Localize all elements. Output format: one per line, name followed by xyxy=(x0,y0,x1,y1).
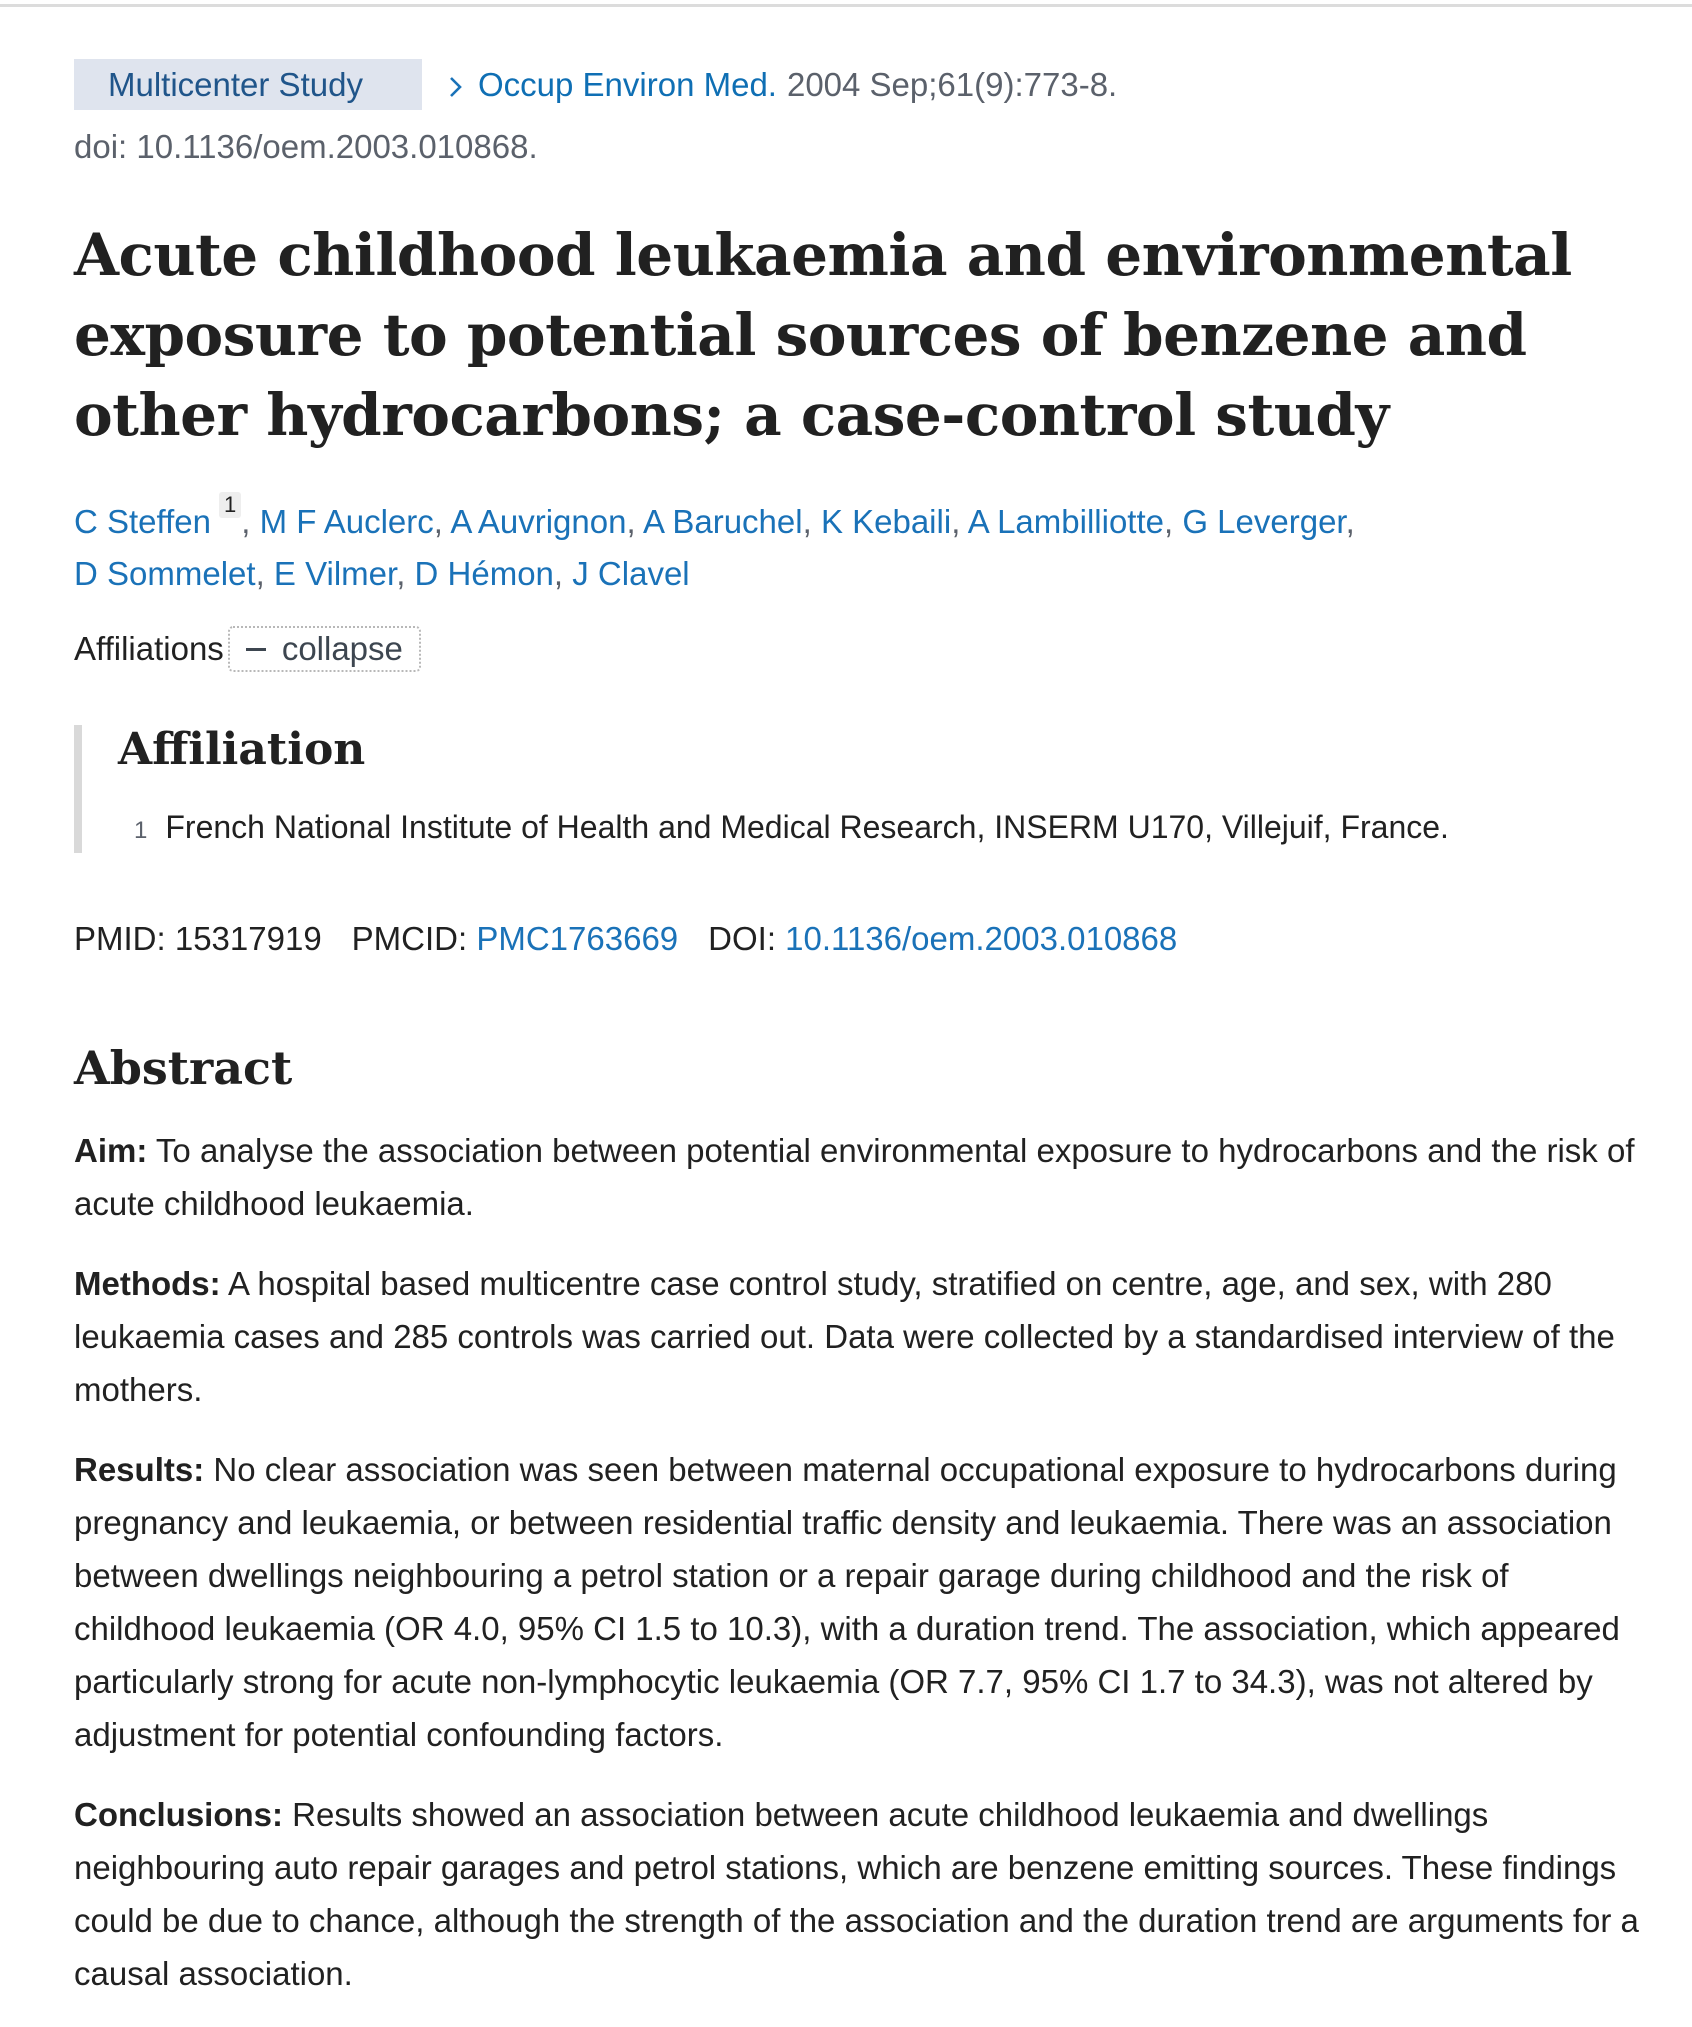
section-label: Conclusions: xyxy=(74,1796,284,1833)
affiliation-heading: Affiliation xyxy=(118,724,366,775)
pmcid-label: PMCID: xyxy=(351,920,468,957)
author-link[interactable]: E Vilmer xyxy=(273,555,397,592)
section-text: Results showed an association between acute childhood leukaemia and dwellings neighbouring auto repair garages and petrol stations, which are benzene emitting sources. These findings could be due to chance, although the strength of the association and the duration trend are arguments for a causal association. xyxy=(74,1796,1639,1992)
author-link[interactable]: K Kebaili xyxy=(820,503,952,540)
section-label: Methods: xyxy=(74,1265,221,1302)
abstract-paragraph-aim xyxy=(74,1124,1654,1230)
collapse-affiliations-button[interactable] xyxy=(228,626,421,672)
abstract-paragraph-conclusions xyxy=(74,1788,1654,2000)
pmid-label: PMID: xyxy=(74,920,166,957)
abstract-paragraph-methods xyxy=(74,1257,1654,1416)
doi-label: DOI: xyxy=(708,920,776,957)
citation-row xyxy=(74,59,1117,110)
author-link[interactable]: D Hémon xyxy=(414,555,554,592)
doi-line: doi: 10.1136/oem.2003.010868. xyxy=(74,128,538,165)
author-link[interactable]: M F Auclerc xyxy=(259,503,434,540)
affiliation-block xyxy=(74,725,1642,853)
author-link[interactable]: A Auvrignon xyxy=(450,503,627,540)
section-text: A hospital based multicentre case control study, stratified on centre, age, and sex, with 280 leukaemia cases and 285 controls was carried out. Data were collected by a standardised interview of the mothers. xyxy=(74,1265,1615,1408)
affiliation-item xyxy=(134,805,1449,853)
authors-list: C Steffen 1 , M F Auclerc, A Auvrignon, A Baruchel, K Kebaili, A Lambilliotte, G Leverger, D Sommelet, E Vilmer, D Hémon, J Clavel xyxy=(74,492,1355,592)
author-link[interactable]: A Lambilliotte xyxy=(967,503,1164,540)
affiliation-number: 1 xyxy=(134,817,148,844)
affiliations-toggle-row xyxy=(74,626,421,672)
minus-icon xyxy=(246,648,266,651)
affiliations-label: Affiliations xyxy=(74,630,224,667)
section-text: No clear association was seen between maternal occupational exposure to hydrocarbons during pregnancy and leukaemia, or between residential traffic density and leukaemia. There was an association between dwellings neighbouring a petrol station or a repair garage during childhood and the risk of childhood leukaemia (OR 4.0, 95% CI 1.5 to 10.3), with a duration trend. The association, which appeared particularly strong for acute non-lymphocytic leukaemia (OR 7.7, 95% CI 1.7 to 34.3), was not altered by adjustment for potential confounding factors. xyxy=(74,1451,1620,1753)
pmid-value: 15317919 xyxy=(174,920,322,957)
abstract-paragraph-results xyxy=(74,1443,1654,1761)
citation-details: 2004 Sep;61(9):773-8. xyxy=(786,65,1118,103)
section-text: To analyse the association between potential environmental exposure to hydrocarbons and the risk of acute childhood leukaemia. xyxy=(74,1132,1635,1222)
top-divider xyxy=(0,4,1692,7)
article-title: Acute childhood leukaemia and environmental exposure to potential sources of benzene and other hydrocarbons; a case-control study xyxy=(74,221,1572,449)
collapse-label: collapse xyxy=(281,630,403,667)
affiliation-ref-badge[interactable]: 1 xyxy=(219,492,241,518)
abstract-heading: Abstract xyxy=(74,1041,293,1095)
doi-link[interactable]: 10.1136/oem.2003.010868 xyxy=(785,920,1178,957)
author-link[interactable]: A Baruchel xyxy=(642,503,803,540)
publication-type-badge: Multicenter Study xyxy=(74,59,422,110)
section-label: Aim: xyxy=(74,1132,148,1169)
pmcid-link[interactable]: PMC1763669 xyxy=(476,920,679,957)
author-link[interactable]: J Clavel xyxy=(572,555,690,592)
section-label: Results: xyxy=(74,1451,205,1488)
journal-link[interactable]: Occup Environ Med. xyxy=(478,65,777,103)
abstract-body xyxy=(74,1124,1654,2027)
author-link[interactable]: G Leverger xyxy=(1182,503,1346,540)
identifiers-row xyxy=(74,917,1177,961)
affiliation-text: French National Institute of Health and Medical Research, INSERM U170, Villejuif, France. xyxy=(165,809,1449,845)
chevron-right-icon[interactable] xyxy=(448,76,464,92)
author-link[interactable]: D Sommelet xyxy=(74,555,256,592)
author-link[interactable]: C Steffen xyxy=(74,503,211,540)
